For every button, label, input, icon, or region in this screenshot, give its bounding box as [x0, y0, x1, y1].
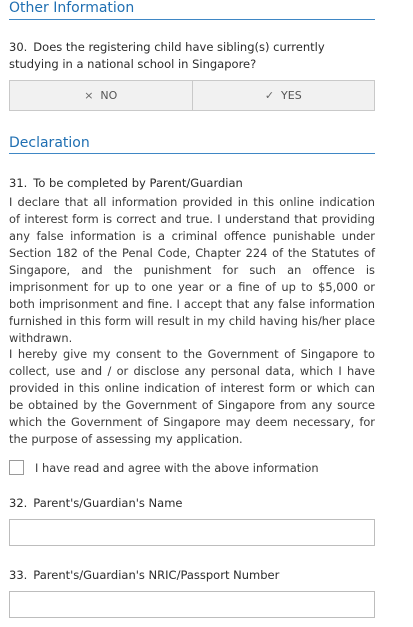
question-text: To be completed by Parent/Guardian — [33, 176, 243, 190]
question-30 — [9, 39, 375, 73]
question-number: 33. — [9, 568, 28, 582]
question-31 — [9, 175, 375, 192]
question-number: 30. — [9, 40, 28, 54]
section-divider — [9, 153, 375, 154]
agree-checkbox-label: I have read and agree with the above information — [35, 460, 319, 475]
question-33 — [9, 567, 375, 584]
yes-button[interactable] — [192, 81, 375, 110]
check-icon: ✓ — [264, 89, 275, 102]
question-text: Parent's/Guardian's NRIC/Passport Number — [33, 568, 280, 582]
agree-checkbox-row[interactable] — [9, 460, 319, 475]
sibling-yes-no-toggle — [9, 80, 375, 111]
agree-checkbox[interactable] — [9, 460, 24, 475]
consent-paragraph: I hereby give my consent to the Government of Singapore to collect, use and / or disclose any personal data, which I have provided in this online indication of interest form or which can be obtained by the Government of Singapore from any source which the Government of Singapore may deem necessary, for the purpose of assessing my application. — [9, 347, 375, 446]
close-icon: × — [84, 89, 94, 102]
question-text: Does the registering child have sibling(s) currently studying in a national school in Singapore? — [9, 40, 325, 71]
question-number: 31. — [9, 176, 28, 190]
question-number: 32. — [9, 496, 28, 510]
section-title-other-information: Other Information — [9, 0, 135, 16]
question-text: Parent's/Guardian's Name — [33, 496, 183, 510]
guardian-name-input[interactable] — [9, 519, 375, 546]
declaration-paragraph-1: I declare that all information provided in this online indication of interest form is correct and true. I understand that providing any false information is a criminal offence punishable under Section 182 of the Penal Code, Chapter 224 of the Statutes of Singapore, and the punishment for such an offence is imprisonment for up to one year or a fine of up to $5,000 or both imprisonment and fine. I accept that any false information furnished in this form will result in my child having his/her place withdrawn. — [9, 195, 375, 345]
question-32 — [9, 495, 375, 512]
no-button-label: NO — [100, 89, 118, 102]
no-button[interactable] — [10, 81, 192, 110]
yes-button-label: YES — [281, 89, 302, 102]
section-title-declaration: Declaration — [9, 135, 90, 151]
section-divider — [9, 19, 375, 20]
guardian-nric-passport-input[interactable] — [9, 591, 375, 618]
